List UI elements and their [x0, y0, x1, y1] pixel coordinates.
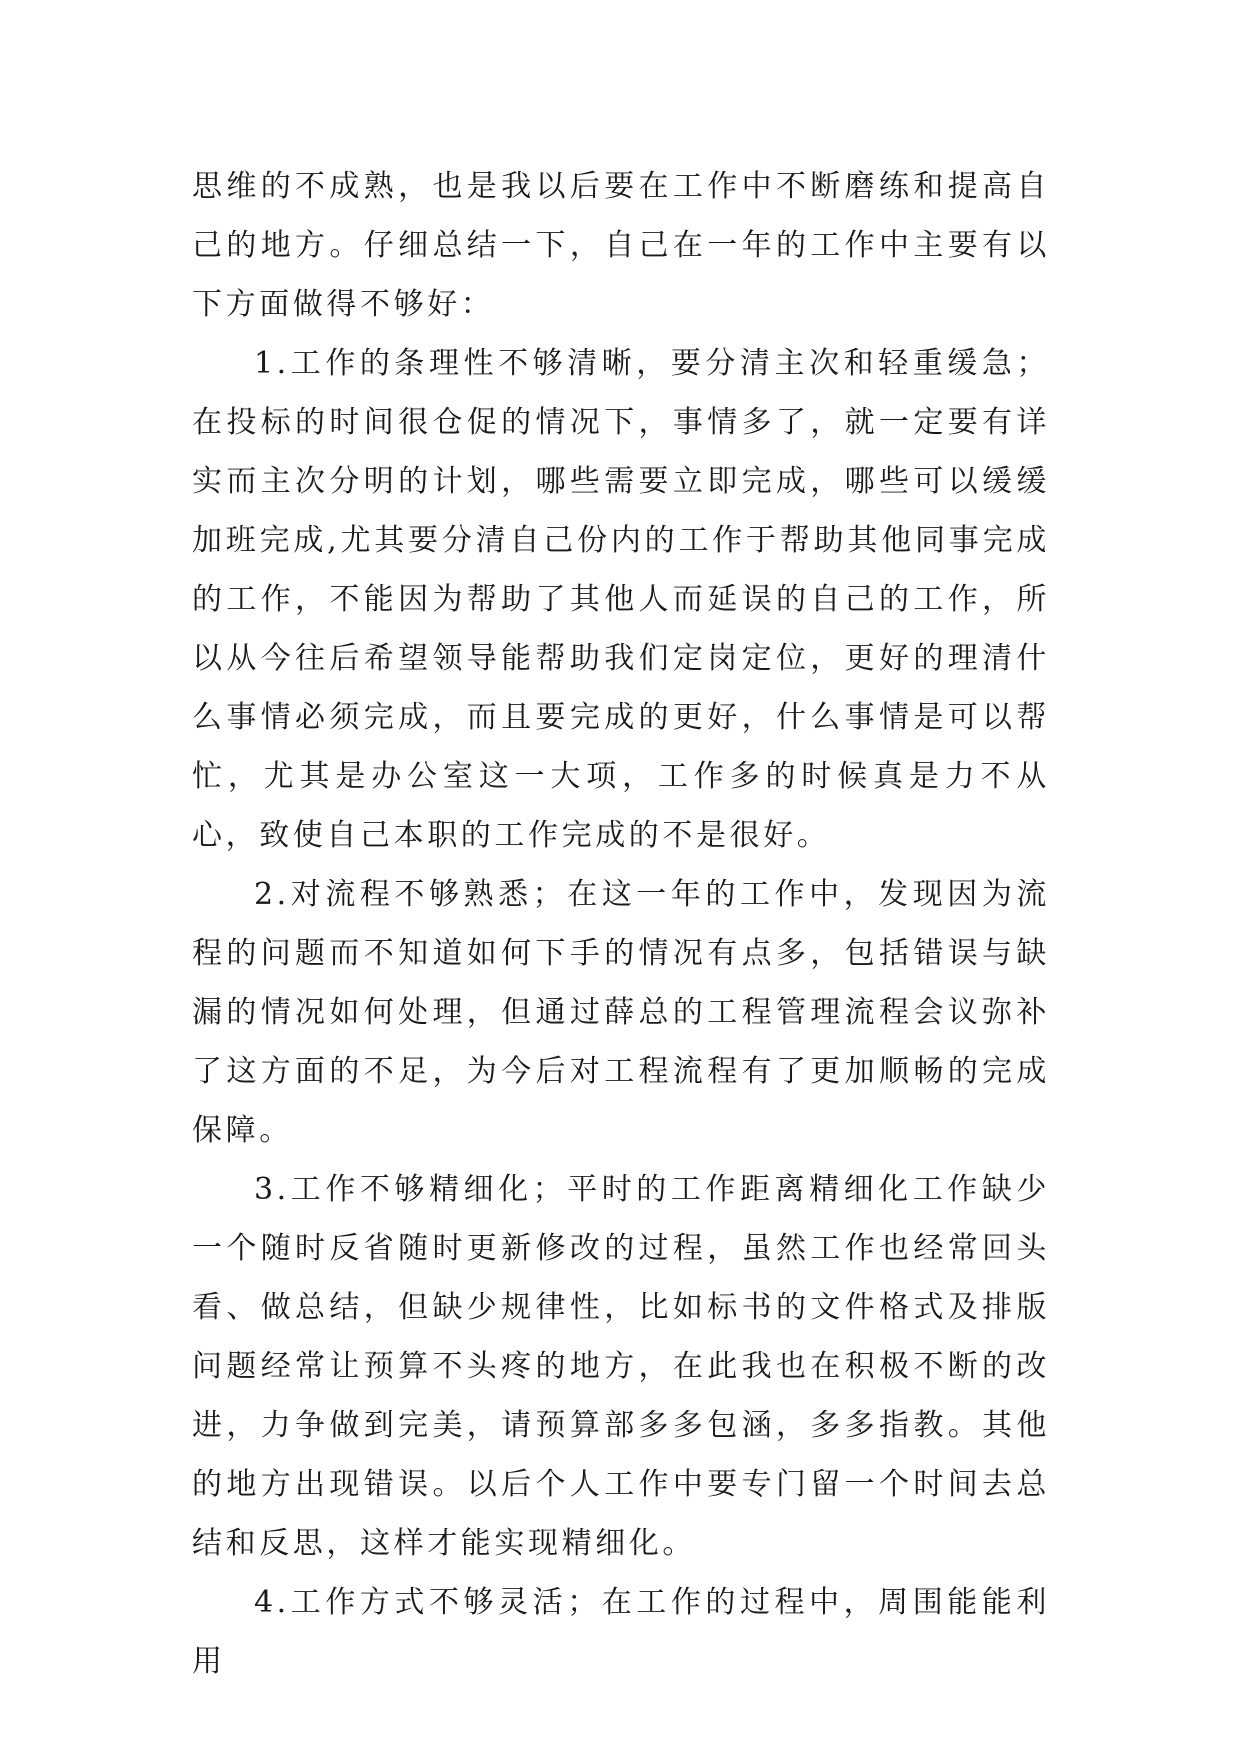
paragraph-item-3: 3.工作不够精细化；平时的工作距离精细化工作缺少一个随时反省随时更新修改的过程，虽然工作也经常回头看、做总结，但缺少规律性，比如标书的文件格式及排版问题经常让预算不头疼的地方，在此我也在积极不断的改进，力争做到完美，请预算部多多包涵，多多指教。其他的地方出现错误。以后个人工作中要专门留一个时间去总结和反思，这样才能实现精细化。 [192, 1172, 1050, 1561]
paragraph-item-2: 2.对流程不够熟悉；在这一年的工作中，发现因为流程的问题而不知道如何下手的情况有点多，包括错误与缺漏的情况如何处理，但通过薛总的工程管理流程会议弥补了这方面的不足，为今后对工程流程有了更加顺畅的完成保障。 [192, 877, 1050, 1148]
paragraph-continuation: 思维的不成熟，也是我以后要在工作中不断磨练和提高自己的地方。仔细总结一下，自己在一年的工作中主要有以下方面做得不够好： [192, 169, 1050, 322]
paragraph-item-1: 1.工作的条理性不够清晰，要分清主次和轻重缓急；在投标的时间很仓促的情况下，事情多了，就一定要有详实而主次分明的计划，哪些需要立即完成，哪些可以缓缓加班完成,尤其要分清自己份内的工作于帮助其他同事完成的工作，不能因为帮助了其他人而延误的自己的工作，所以从今往后希望领导能帮助我们定岗定位，更好的理清什么事情必须完成，而且要完成的更好，什么事情是可以帮忙，尤其是办公室这一大项，工作多的时候真是力不从心，致使自己本职的工作完成的不是很好。 [192, 346, 1050, 853]
paragraph-item-4: 4.工作方式不够灵活；在工作的过程中，周围能能利用 [192, 1585, 1050, 1679]
document-body [192, 157, 1050, 1691]
